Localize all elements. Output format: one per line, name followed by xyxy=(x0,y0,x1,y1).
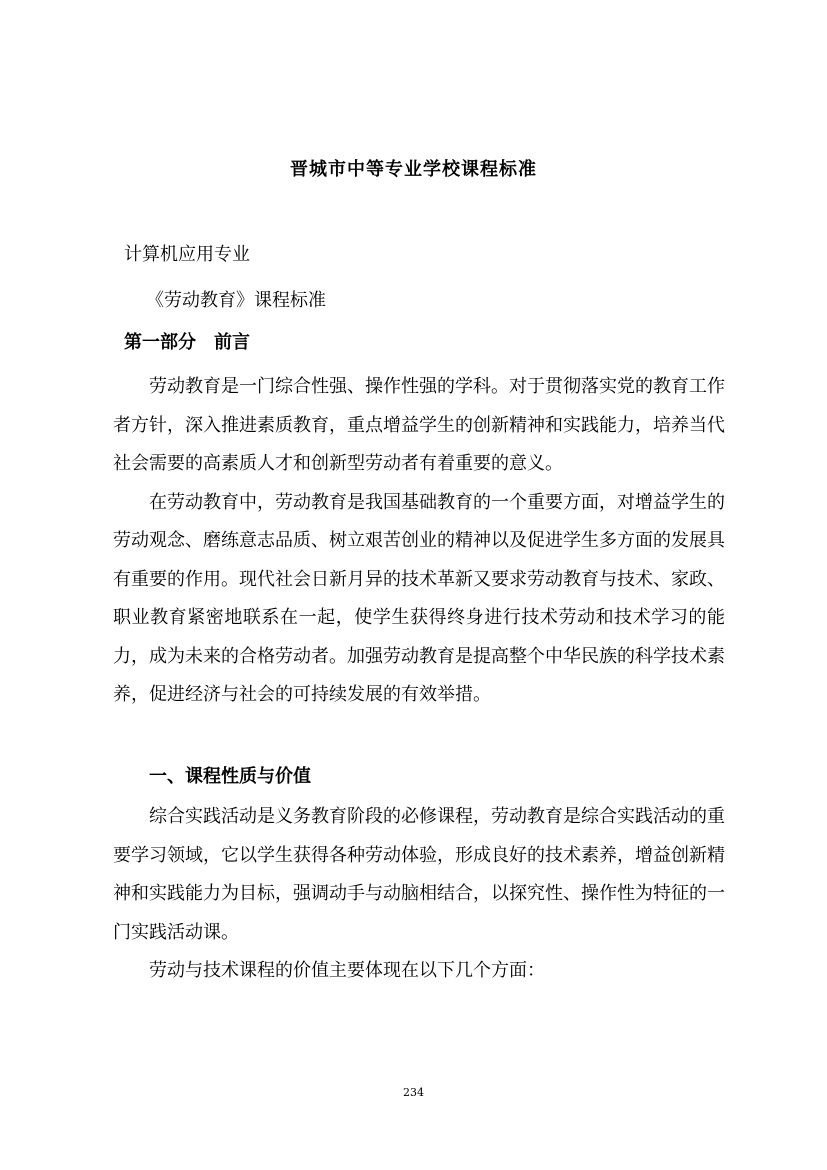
paragraph: 劳动教育是一门综合性强、操作性强的学科。对于贯彻落实党的教育工作者方针，深入推进素质教育，重点增益学生的创新精神和实践能力，培养当代社会需要的高素质人才和创新型劳动者有着重要的意义。 xyxy=(113,376,725,474)
course-title: 《劳动教育》课程标准 xyxy=(146,290,326,311)
preface-body xyxy=(113,368,725,715)
section-body xyxy=(113,798,725,991)
paragraph: 劳动与技术课程的价值主要体现在以下几个方面： xyxy=(149,960,545,981)
document-title: 晋城市中等专业学校课程标准 xyxy=(290,159,537,180)
major-label: 计算机应用专业 xyxy=(124,244,250,265)
paragraph: 在劳动教育中，劳动教育是我国基础教育的一个重要方面，对增益学生的劳动观念、磨练意志品质、树立艰苦创业的精神以及促进学生多方面的发展具有重要的作用。现代社会日新月异的技术革新又要求劳动教育与技术、家政、职业教育紧密地联系在一起，使学生获得终身进行技术劳动和技术学习的能力，成为未来的合格劳动者。加强劳动教育是提高整个中华民族的科学技术素养，促进经济与社会的可持续发展的有效举措。 xyxy=(113,491,725,705)
section-heading: 一、课程性质与价值 xyxy=(149,766,311,787)
page-number: 234 xyxy=(403,1086,424,1099)
paragraph: 综合实践活动是义务教育阶段的必修课程，劳动教育是综合实践活动的重要学习领域，它以学生获得各种劳动体验，形成良好的技术素养，增益创新精神和实践能力为目标，强调动手与动脑相结合，以探究性、操作性为特征的一门实践活动课。 xyxy=(113,806,725,943)
part-heading: 第一部分 前言 xyxy=(124,332,250,353)
